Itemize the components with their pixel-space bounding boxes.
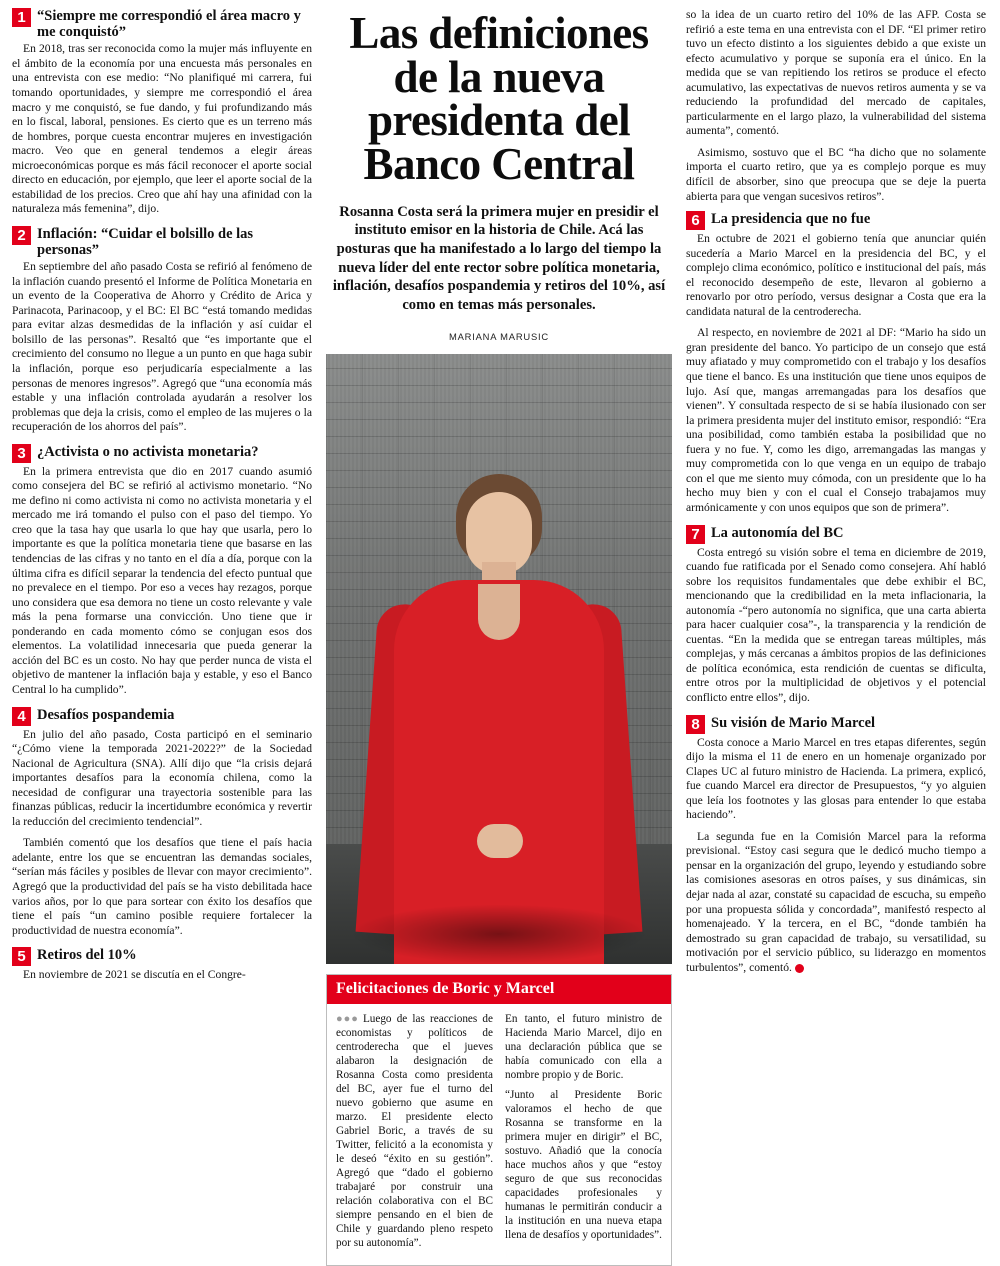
- section-5-paragraph: En noviembre de 2021 se discutía en el Congre-: [23, 968, 246, 982]
- section-number: 3: [12, 444, 31, 463]
- section-2-paragraph: En septiembre del año pasado Costa se refirió al fenómeno de la inflación cuando presentó el Informe de Política Monetaria en un evento de la Cooperativa de Ahorro y Crédito de Arica y Parinacota, Parinacoop, y el BC: El BC “está tomando medidas para evitar alzas desmedidas de la inflación y así cuidar el bolsillo de las personas”. Resaltó que “es importante que el crecimiento del consumo no llegue a un punto en que haga subir la inflación, porque eso perjudicaría especialmente a las personas de menores ingresos”. Agregó que “una economía más estable y una inflación controlada ayudarán a resolver los problemas que deja la crisis, como el empleo de las mujeres o la recuperación de los ahorros del país”.: [12, 260, 312, 434]
- section-7-head: [686, 525, 986, 544]
- sidebar-box-column-1: [336, 1012, 493, 1257]
- page-columns: [12, 8, 988, 1250]
- section-title: Desafíos pospandemia: [37, 706, 175, 723]
- section-number: 8: [686, 715, 705, 734]
- continued-paragraph-2: Asimismo, sostuvo que el BC “ha dicho que no solamente importa el cuarto retiro, que ya es complejo porque es muy difícil de absorber, sino que preocupa que se deje la puerta abierta para que vengan sucesivos retiros”.: [686, 145, 986, 203]
- section-number: 1: [12, 8, 31, 27]
- section-title: “Siempre me correspondió el área macro y me conquistó”: [37, 8, 301, 40]
- section-title: Inflación: “Cuidar el bolsillo de las personas”: [37, 225, 254, 258]
- section-6-paragraph-1: En octubre de 2021 el gobierno tenía que anunciar quién sucedería a Mario Marcel en la presidencia del BC, y el complejo clima económico, político e institucional del país, más el reconocido desempeño de este, llevaron al gobierno a renovarlo por otro período, versus designar a Costa que era la candidata natural de la centroderecha.: [686, 232, 986, 318]
- page-title: Las definiciones de la nueva presidenta del Banco Central: [349, 8, 649, 189]
- lead-dots-icon: ●●●: [336, 1012, 359, 1025]
- section-8-head: [686, 715, 986, 734]
- section-number: 7: [686, 525, 705, 544]
- center-column: [326, 8, 672, 1250]
- section-title: La autonomía del BC: [711, 524, 844, 541]
- sidebar-box-title: Felicitaciones de Boric y Marcel: [327, 975, 671, 1004]
- section-title: Su visión de Mario Marcel: [711, 714, 876, 731]
- section-number: 2: [12, 226, 31, 245]
- section-1-head: [12, 8, 312, 40]
- section-2-head: [12, 226, 312, 258]
- left-column: [12, 8, 312, 1218]
- sidebar-box-column-2: [505, 1012, 662, 1257]
- article-photo: [326, 354, 672, 964]
- photo-subject: [326, 354, 672, 964]
- section-8-paragraph-2: La segunda fue en la Comisión Marcel para la reforma previsional. “Estoy casi segura que le dedicó mucho tiempo a pensar en la organización del grupo, leyendo y estudiando sobre las comisiones asesoras en otros países, y sus dinámicas, sin dejar nada al azar, constaté su capacidad de escucha, su empeño por una propuesta sólida y concordada”, manifestó respecto al homenajeado. Y la tercera, en el BC, “donde también ha demostrado su gran capacidad de trabajo, su versatilidad, su motivación por el servicio público, su liderazgo en momentos turbulentos”, comentó.: [686, 829, 986, 974]
- section-4-head: [12, 707, 312, 726]
- sidebar-box-paragraph: En tanto, el futuro ministro de Hacienda Mario Marcel, dijo en una declaración pública que se había comunicado con ella a nombre propio y de Boric.: [505, 1012, 662, 1081]
- section-number: 4: [12, 707, 31, 726]
- section-title: Retiros del 10%: [37, 947, 137, 964]
- end-mark-icon: [795, 964, 804, 973]
- standfirst: Rosanna Costa será la primera mujer en presidir el instituto emisor en la historia de Chile. Acá las posturas que ha manifestado a lo largo del tiempo la nueva líder del ente rector sobre política monetaria, inflación, desafíos pospandemia y retiros del 10%, así como en temas más personales.: [332, 203, 666, 313]
- section-6: [686, 211, 986, 515]
- right-column: [686, 8, 986, 1218]
- section-3-paragraph: En la primera entrevista que dio en 2017 cuando asumió como consejera del BC se refirió al activismo monetario. “No me defino ni como activista ni como no activista monetaria y el mercado me irá tomando el pulso con el paso del tiempo. Yo creo que la tasa hay que usarla lo que hay que usarla, pero lo importante es que la política monetaria tiene que basarse en las tendencias de las cifras y no tanto en el día a día, porque con la última cifra es difícil separar la tendencia del efecto puntual que no prevalece en el tiempo. Por eso a veces hay rezagos, porque uno considera que esa demora no tiene un costo relevante y vale más la pena formarse una convicción. Uno tiene que ir ponderando en cada momento cómo se conjugan esos dos elementos. La volatilidad innecesaria que pueda generar la acción del BC es un costo. No hay que perder nunca de vista el objetivo de mantener la inflación baja y estable, y eso el Banco Central lo ha cumplido”.: [12, 464, 312, 696]
- section-6-paragraph-2: Al respecto, en noviembre de 2021 al DF: “Mario ha sido un gran presidente del banco. Yo participo de un consejo que está muy afiatado y muy comprometido con el trabajo y los desafíos que tiene el banco. Es una institución que tiene unos equipos de lujo. Así que, mangas arremangadas para los desafíos que vienen”. Y consultada respecto de si se había ilusionado con ser la primera presidenta mujer del instituto emisor, respondió: “Era una posibilidad, como también estaba la posibilidad que no fuera y no fue. Y, como les digo, arremangadas las mangas y muy comprometida con lo que venga en un equipo de trabajo con el que me siento muy cómoda, con un presidente que lo ha hecho muy bien y con el cual el Consejo trabajamos muy armónicamente y con unos equipos que son de primera”.: [686, 326, 986, 514]
- section-5-head: [12, 947, 312, 966]
- section-title: ¿Activista o no activista monetaria?: [37, 443, 259, 460]
- sidebar-box-paragraph: “Junto al Presidente Boric valoramos el hecho de que Rosanna se transforme en la primera mujer en dirigir” el BC, sostuvo. Añadió que la conocía hace muchos años y que “estoy seguro de que sus reconocidas capacidades profesionales y humanas le permitirán conducir a la institución en una nueva etapa llena de desafíos y oportunidades”.: [505, 1088, 662, 1241]
- section-number: 5: [12, 947, 31, 966]
- section-number: 6: [686, 211, 705, 230]
- section-3: [12, 444, 312, 698]
- section-1-paragraph: En 2018, tras ser reconocida como la mujer más influyente en el ámbito de la economía por una encuesta más personales en una entrevista con ese medio: “No planifiqué mi carrera, fui tomando oportunidades, y siempre me correspondió el área macro y me conquistó, se fue dando, y fui profundizando más en lo fiscal, laboral, pensiones. Es cierto que es un terreno más de hombres, porque cuesta encontrar mujeres en investigación macro. Veo que en general tendemos a elegir áreas microeconómicas porque es más fácil reconocer el aporte social directo en educación, por ejemplo, que leer el aporte social de la estabilidad de los precios. Creo que ahí hay una afinidad con la naturaleza más femenina”, dijo.: [12, 42, 312, 216]
- section-7: [686, 525, 986, 706]
- sidebar-box: [326, 974, 672, 1266]
- continued-paragraph-1: so la idea de un cuarto retiro del 10% de las AFP. Costa se refirió a este tema en una entrevista con el DF. “El primer retiro tuvo un efecto distinto a los siguientes debido a que existe un efecto acumulativo y porque se suponía era el único. En la medida que se van repitiendo los retiros se produce el efecto acumulativo, las expectativas de nuevos retiros aumenta y se va reduciendo la profundidad del mercado de capitales, particularmente en el largo plazo, la vulnerabilidad del sistema aumenta”, comentó.: [686, 8, 986, 138]
- subject-neckline: [478, 584, 520, 640]
- section-8: [686, 715, 986, 976]
- section-8-paragraph-1: Costa conoce a Mario Marcel en tres etapas diferentes, según dijo la misma el 11 de enero en un homenaje organizado por Clapes UC al futuro ministro de Hacienda. La primera, explicó, fue cuando Marcel era director de Presupuestos, “y yo alguien que leía los footnotes y las glosas para entender lo que estaba haciendo”.: [686, 735, 986, 822]
- section-7-paragraph: Costa entregó su visión sobre el tema en diciembre de 2019, cuando fue ratificada por el Senado como consejera. Ahí habló sobre los requisitos fundamentales que debe exhibir el BC, mencionando que la credibilidad en la meta inflacionaria, la autonomía -“pero autonomía no significa, que una carta abierta para hacer cualquier cosa”-, la transparencia y la rendición de cuentas. “En la medida que se entregan tareas múltiples, más complejas, y más cercanas a ámbitos propios de las definiciones de política económica, esta rendición de cuentas se dificulta, entre otros por la multiplicidad de objetivos y el potencial conflicto entre ellos”, dijo.: [686, 545, 986, 704]
- photo-vignette: [349, 904, 649, 964]
- sidebar-box-paragraph: ●●● Luego de las reacciones de economistas y políticos de centroderecha que el jueves alabaron la designación de Rosanna Costa como presidenta del BC, ayer fue el turno del nuevo gobierno que asume en marzo. El presidente electo Gabriel Boric, a través de su Twitter, felicitó a la economista y le deseó “éxito en su gestión”. Agregó que “dado el gobierno trabajaré por construir una relación colaborativa con el BC siempre pensando en el bien de Chile y guardando pleno respeto por su autonomía”.: [336, 1012, 493, 1250]
- section-5: [12, 947, 312, 983]
- section-4-paragraph-2: También comentó que los desafíos que tiene el país hacia adelante, entre los que se encuentran las demandas sociales, “serían más fáciles y posibles de llevar con mayor crecimiento”. Agregó que la productividad del país se ha visto debilitada hace varios años, por lo que para sortear con éxito los desafíos que tiene el país “un camino posible requiere fortalecer la productividad de nuestra economía”.: [12, 836, 312, 937]
- sidebar-box-body: [327, 1004, 671, 1266]
- section-3-head: [12, 444, 312, 463]
- section-4: [12, 707, 312, 939]
- section-1: [12, 8, 312, 217]
- section-title: La presidencia que no fue: [711, 211, 871, 228]
- subject-hands: [477, 824, 523, 858]
- section-2: [12, 226, 312, 435]
- section-6-head: [686, 211, 986, 230]
- section-4-paragraph-1: En julio del año pasado, Costa participó en el seminario “¿Cómo viene la temporada 2021-2022?” de la Sociedad Nacional de Agricultura (SNA). Allí dijo que “la crisis dejará importantes desafíos para la economía chilena, como la necesidad de configurar una trayectoria sostenible para las finanzas públicas, reducir la incertidumbre económica y revertir la reducción del crecimiento tendencial”.: [12, 727, 312, 828]
- byline: MARIANA MARUSIC: [448, 330, 550, 342]
